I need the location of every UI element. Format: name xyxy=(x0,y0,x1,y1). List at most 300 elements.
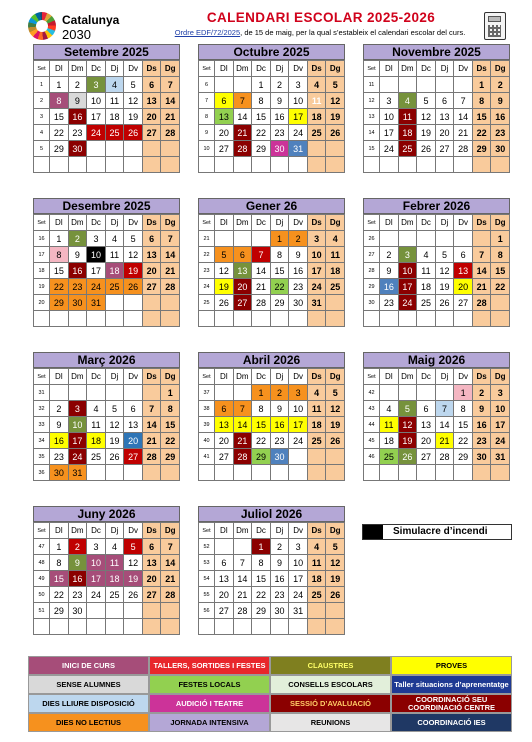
day-cell xyxy=(124,465,143,481)
order-link[interactable]: Ordre EDF/72/2025 xyxy=(174,28,241,37)
day-cell: 22 xyxy=(491,279,510,295)
day-cell: 31 xyxy=(289,603,308,619)
day-cell: 14 xyxy=(472,263,491,279)
day-cell: 13 xyxy=(142,93,161,109)
day-cell: 3 xyxy=(491,385,510,401)
day-cell xyxy=(105,619,124,635)
legend-item: REUNIONS xyxy=(270,713,391,732)
day-cell: 15 xyxy=(50,263,69,279)
day-cell xyxy=(435,231,454,247)
week-number: 10 xyxy=(199,141,215,157)
day-cell xyxy=(105,603,124,619)
day-cell: 25 xyxy=(105,125,124,141)
day-cell: 2 xyxy=(270,77,289,93)
day-cell xyxy=(472,231,491,247)
day-cell: 22 xyxy=(161,433,180,449)
day-cell: 28 xyxy=(161,279,180,295)
weekday-header: Dm xyxy=(398,369,417,385)
weekday-header: Dg xyxy=(326,523,345,539)
day-cell xyxy=(215,231,234,247)
day-cell: 13 xyxy=(435,109,454,125)
day-cell xyxy=(326,603,345,619)
week-number: 21 xyxy=(199,231,215,247)
day-cell: 29 xyxy=(252,603,271,619)
day-cell xyxy=(215,539,234,555)
day-cell: 3 xyxy=(380,93,399,109)
day-cell: 1 xyxy=(50,231,69,247)
day-cell: 8 xyxy=(252,93,271,109)
day-cell: 14 xyxy=(233,109,252,125)
day-cell: 30 xyxy=(68,141,87,157)
day-cell: 8 xyxy=(252,401,271,417)
month-title: Novembre 2025 xyxy=(363,44,510,60)
day-cell xyxy=(289,157,308,173)
day-cell: 24 xyxy=(87,125,106,141)
weekday-header: Dl xyxy=(50,369,69,385)
day-cell: 8 xyxy=(50,555,69,571)
week-number: 4 xyxy=(34,125,50,141)
weekday-header: Dm xyxy=(398,215,417,231)
weekday-header: Dg xyxy=(326,61,345,77)
month-table xyxy=(33,60,180,173)
day-cell xyxy=(417,157,436,173)
day-cell: 12 xyxy=(124,555,143,571)
day-cell: 26 xyxy=(417,141,436,157)
month-table xyxy=(198,368,345,481)
day-cell: 15 xyxy=(50,109,69,125)
day-cell: 2 xyxy=(289,231,308,247)
day-cell: 28 xyxy=(233,141,252,157)
day-cell: 2 xyxy=(491,77,510,93)
day-cell: 19 xyxy=(326,571,345,587)
legend xyxy=(28,656,512,732)
day-cell: 5 xyxy=(326,77,345,93)
day-cell: 16 xyxy=(68,109,87,125)
day-cell xyxy=(142,311,161,327)
day-cell: 20 xyxy=(142,263,161,279)
day-cell: 5 xyxy=(435,247,454,263)
day-cell: 3 xyxy=(289,77,308,93)
weekday-header: Set xyxy=(364,369,380,385)
day-cell: 10 xyxy=(87,247,106,263)
week-number: 20 xyxy=(34,295,50,311)
day-cell xyxy=(87,603,106,619)
month-title: Setembre 2025 xyxy=(33,44,180,60)
day-cell xyxy=(233,465,252,481)
simulacre-legend xyxy=(362,524,512,540)
week-number: 9 xyxy=(199,125,215,141)
day-cell: 21 xyxy=(161,263,180,279)
day-cell: 22 xyxy=(252,433,271,449)
month-table xyxy=(198,522,345,635)
day-cell: 11 xyxy=(87,417,106,433)
weekday-header: Ds xyxy=(142,61,161,77)
day-cell: 30 xyxy=(50,465,69,481)
subtitle-text: , de 15 de maig, per la qual s’estableix el calendari escolar del curs. xyxy=(240,28,466,37)
day-cell: 22 xyxy=(252,125,271,141)
day-cell xyxy=(270,465,289,481)
day-cell xyxy=(87,141,106,157)
weekday-header: Dl xyxy=(50,523,69,539)
week-number: 37 xyxy=(199,385,215,401)
weekday-header: Dl xyxy=(380,369,399,385)
day-cell xyxy=(215,619,234,635)
day-cell xyxy=(142,295,161,311)
month-table xyxy=(363,214,510,327)
day-cell: 15 xyxy=(270,263,289,279)
weekday-header: Set xyxy=(34,523,50,539)
day-cell: 9 xyxy=(472,401,491,417)
month-8 xyxy=(198,352,345,481)
month-title: Abril 2026 xyxy=(198,352,345,368)
day-cell xyxy=(454,465,473,481)
day-cell: 24 xyxy=(398,295,417,311)
week-number: 50 xyxy=(34,587,50,603)
day-cell: 17 xyxy=(87,263,106,279)
day-cell: 28 xyxy=(142,449,161,465)
day-cell: 6 xyxy=(142,231,161,247)
day-cell: 26 xyxy=(326,125,345,141)
day-cell: 27 xyxy=(215,449,234,465)
day-cell: 9 xyxy=(68,555,87,571)
weekday-header: Dg xyxy=(161,215,180,231)
day-cell: 26 xyxy=(124,587,143,603)
day-cell xyxy=(87,311,106,327)
day-cell: 17 xyxy=(289,571,308,587)
day-cell xyxy=(252,311,271,327)
month-table xyxy=(198,214,345,327)
day-cell xyxy=(233,231,252,247)
day-cell: 5 xyxy=(124,231,143,247)
day-cell: 6 xyxy=(215,555,234,571)
weekday-header: Dm xyxy=(233,61,252,77)
simulacre-swatch xyxy=(363,525,383,539)
day-cell: 31 xyxy=(307,295,326,311)
day-cell: 28 xyxy=(233,449,252,465)
day-cell: 1 xyxy=(161,385,180,401)
day-cell: 16 xyxy=(289,263,308,279)
day-cell xyxy=(215,77,234,93)
day-cell xyxy=(142,385,161,401)
day-cell: 17 xyxy=(289,417,308,433)
day-cell: 29 xyxy=(50,141,69,157)
day-cell: 7 xyxy=(454,93,473,109)
day-cell: 22 xyxy=(454,433,473,449)
day-cell xyxy=(380,77,399,93)
logo-line2: 2030 xyxy=(62,27,91,42)
day-cell: 26 xyxy=(105,449,124,465)
day-cell: 6 xyxy=(142,77,161,93)
month-6 xyxy=(363,198,510,327)
month-table xyxy=(33,522,180,635)
weekday-header: Ds xyxy=(472,369,491,385)
day-cell: 10 xyxy=(491,401,510,417)
day-cell xyxy=(215,385,234,401)
legend-item: Taller situacions d’aprenentatge xyxy=(391,675,512,694)
day-cell: 22 xyxy=(50,587,69,603)
day-cell: 8 xyxy=(161,401,180,417)
day-cell: 10 xyxy=(87,555,106,571)
day-cell: 8 xyxy=(270,247,289,263)
day-cell: 26 xyxy=(326,587,345,603)
week-number xyxy=(364,465,380,481)
day-cell: 30 xyxy=(270,603,289,619)
day-cell: 18 xyxy=(87,433,106,449)
weekday-header: Dc xyxy=(87,369,106,385)
day-cell xyxy=(124,385,143,401)
day-cell xyxy=(124,603,143,619)
day-cell xyxy=(233,385,252,401)
day-cell: 11 xyxy=(380,417,399,433)
day-cell: 6 xyxy=(454,247,473,263)
page-title: CALENDARI ESCOLAR 2025-2026 xyxy=(206,10,436,25)
day-cell: 31 xyxy=(289,141,308,157)
legend-item: INICI DE CURS xyxy=(28,656,149,675)
day-cell xyxy=(142,157,161,173)
day-cell: 17 xyxy=(87,109,106,125)
weekday-header: Dm xyxy=(68,215,87,231)
legend-item: DIES LLIURE DISPOSICIÓ xyxy=(28,694,149,713)
day-cell: 5 xyxy=(124,77,143,93)
weekday-header: Dv xyxy=(124,215,143,231)
month-title: Març 2026 xyxy=(33,352,180,368)
day-cell: 31 xyxy=(68,465,87,481)
day-cell: 8 xyxy=(252,555,271,571)
month-title: Febrer 2026 xyxy=(363,198,510,214)
week-number: 36 xyxy=(34,465,50,481)
day-cell: 13 xyxy=(454,263,473,279)
day-cell xyxy=(50,385,69,401)
day-cell xyxy=(417,311,436,327)
weekday-header: Dg xyxy=(161,61,180,77)
week-number: 7 xyxy=(199,93,215,109)
day-cell: 6 xyxy=(124,401,143,417)
day-cell: 27 xyxy=(435,141,454,157)
day-cell: 18 xyxy=(307,417,326,433)
day-cell: 17 xyxy=(398,279,417,295)
day-cell xyxy=(161,295,180,311)
month-9 xyxy=(363,352,510,481)
day-cell: 9 xyxy=(68,247,87,263)
day-cell xyxy=(326,619,345,635)
day-cell xyxy=(472,465,491,481)
day-cell: 14 xyxy=(161,93,180,109)
day-cell: 4 xyxy=(105,539,124,555)
day-cell: 24 xyxy=(491,433,510,449)
day-cell: 12 xyxy=(124,93,143,109)
day-cell: 2 xyxy=(270,385,289,401)
day-cell: 31 xyxy=(491,449,510,465)
day-cell: 3 xyxy=(398,247,417,263)
day-cell: 12 xyxy=(417,109,436,125)
day-cell xyxy=(417,465,436,481)
weekday-header: Dc xyxy=(417,215,436,231)
week-number: 45 xyxy=(364,433,380,449)
weekday-header: Dl xyxy=(215,369,234,385)
day-cell: 29 xyxy=(270,295,289,311)
weekday-header: Dg xyxy=(491,215,510,231)
day-cell: 1 xyxy=(252,539,271,555)
day-cell xyxy=(289,465,308,481)
day-cell: 26 xyxy=(398,449,417,465)
day-cell xyxy=(105,385,124,401)
week-number: 39 xyxy=(199,417,215,433)
day-cell: 15 xyxy=(491,263,510,279)
day-cell: 11 xyxy=(307,555,326,571)
day-cell: 25 xyxy=(105,279,124,295)
day-cell: 24 xyxy=(87,279,106,295)
day-cell: 17 xyxy=(491,417,510,433)
day-cell: 13 xyxy=(142,555,161,571)
month-table xyxy=(363,60,510,173)
week-number: 18 xyxy=(34,263,50,279)
day-cell: 22 xyxy=(50,279,69,295)
day-cell: 11 xyxy=(105,247,124,263)
weekday-header: Dc xyxy=(252,369,271,385)
day-cell: 16 xyxy=(491,109,510,125)
day-cell: 7 xyxy=(233,401,252,417)
day-cell: 19 xyxy=(124,263,143,279)
week-number: 5 xyxy=(34,141,50,157)
day-cell xyxy=(105,465,124,481)
sdg-wheel-icon xyxy=(28,12,56,40)
day-cell: 24 xyxy=(289,125,308,141)
day-cell: 30 xyxy=(68,603,87,619)
day-cell: 25 xyxy=(105,587,124,603)
day-cell xyxy=(491,157,510,173)
day-cell: 9 xyxy=(68,93,87,109)
weekday-header: Dc xyxy=(252,61,271,77)
weekday-header: Dv xyxy=(124,61,143,77)
day-cell: 3 xyxy=(289,385,308,401)
week-number: 51 xyxy=(34,603,50,619)
day-cell: 21 xyxy=(161,571,180,587)
day-cell: 2 xyxy=(68,231,87,247)
day-cell xyxy=(124,157,143,173)
weekday-header: Dv xyxy=(124,523,143,539)
day-cell: 13 xyxy=(124,417,143,433)
day-cell: 27 xyxy=(124,449,143,465)
day-cell xyxy=(233,157,252,173)
weekday-header: Dl xyxy=(380,61,399,77)
weekday-header: Dc xyxy=(252,523,271,539)
legend-item: AUDICIÓ I TEATRE xyxy=(149,694,270,713)
day-cell: 14 xyxy=(233,417,252,433)
day-cell: 25 xyxy=(417,295,436,311)
weekday-header: Ds xyxy=(472,61,491,77)
day-cell: 1 xyxy=(50,77,69,93)
day-cell: 24 xyxy=(289,587,308,603)
day-cell: 23 xyxy=(68,125,87,141)
day-cell xyxy=(124,295,143,311)
day-cell: 29 xyxy=(252,449,271,465)
day-cell: 6 xyxy=(215,93,234,109)
day-cell: 30 xyxy=(270,141,289,157)
week-number xyxy=(34,619,50,635)
day-cell xyxy=(289,311,308,327)
day-cell xyxy=(307,619,326,635)
day-cell: 25 xyxy=(307,587,326,603)
week-number: 6 xyxy=(199,77,215,93)
day-cell xyxy=(270,311,289,327)
weekday-header: Dm xyxy=(398,61,417,77)
month-title: Desembre 2025 xyxy=(33,198,180,214)
day-cell: 19 xyxy=(124,109,143,125)
week-number: 30 xyxy=(364,295,380,311)
day-cell xyxy=(307,465,326,481)
day-cell: 16 xyxy=(380,279,399,295)
day-cell: 2 xyxy=(68,539,87,555)
day-cell: 19 xyxy=(124,571,143,587)
month-title: Juny 2026 xyxy=(33,506,180,522)
month-5 xyxy=(198,198,345,327)
week-number: 33 xyxy=(34,417,50,433)
weekday-header: Dc xyxy=(417,61,436,77)
week-number: 15 xyxy=(364,141,380,157)
day-cell: 21 xyxy=(161,109,180,125)
weekday-header: Dl xyxy=(215,61,234,77)
day-cell xyxy=(233,619,252,635)
day-cell: 29 xyxy=(454,449,473,465)
day-cell: 20 xyxy=(215,125,234,141)
weekday-header: Ds xyxy=(142,523,161,539)
day-cell xyxy=(326,141,345,157)
legend-item: CLAUSTRES xyxy=(270,656,391,675)
day-cell: 16 xyxy=(68,571,87,587)
day-cell: 13 xyxy=(142,247,161,263)
day-cell: 4 xyxy=(417,247,436,263)
week-number: 56 xyxy=(199,603,215,619)
week-number xyxy=(364,157,380,173)
day-cell xyxy=(417,77,436,93)
day-cell: 8 xyxy=(50,247,69,263)
day-cell: 25 xyxy=(326,279,345,295)
day-cell: 14 xyxy=(435,417,454,433)
weekday-header: Ds xyxy=(307,369,326,385)
day-cell xyxy=(142,465,161,481)
weekday-header: Dj xyxy=(105,369,124,385)
day-cell xyxy=(398,465,417,481)
weekday-header: Set xyxy=(364,61,380,77)
week-number xyxy=(199,465,215,481)
week-number: 19 xyxy=(34,279,50,295)
day-cell: 23 xyxy=(472,433,491,449)
week-number: 43 xyxy=(364,401,380,417)
day-cell xyxy=(215,311,234,327)
weekday-header: Dv xyxy=(454,215,473,231)
month-table xyxy=(33,368,180,481)
day-cell xyxy=(233,539,252,555)
day-cell: 20 xyxy=(435,125,454,141)
day-cell: 14 xyxy=(454,109,473,125)
day-cell: 4 xyxy=(326,231,345,247)
day-cell xyxy=(233,311,252,327)
day-cell xyxy=(252,231,271,247)
day-cell: 5 xyxy=(398,401,417,417)
day-cell xyxy=(435,385,454,401)
month-table xyxy=(33,214,180,327)
week-number: 31 xyxy=(34,385,50,401)
weekday-header: Dl xyxy=(215,523,234,539)
day-cell: 22 xyxy=(472,125,491,141)
day-cell: 12 xyxy=(326,555,345,571)
weekday-header: Dj xyxy=(105,215,124,231)
weekday-header: Dm xyxy=(233,523,252,539)
day-cell xyxy=(472,157,491,173)
day-cell xyxy=(380,465,399,481)
weekday-header: Dl xyxy=(215,215,234,231)
day-cell: 4 xyxy=(307,539,326,555)
